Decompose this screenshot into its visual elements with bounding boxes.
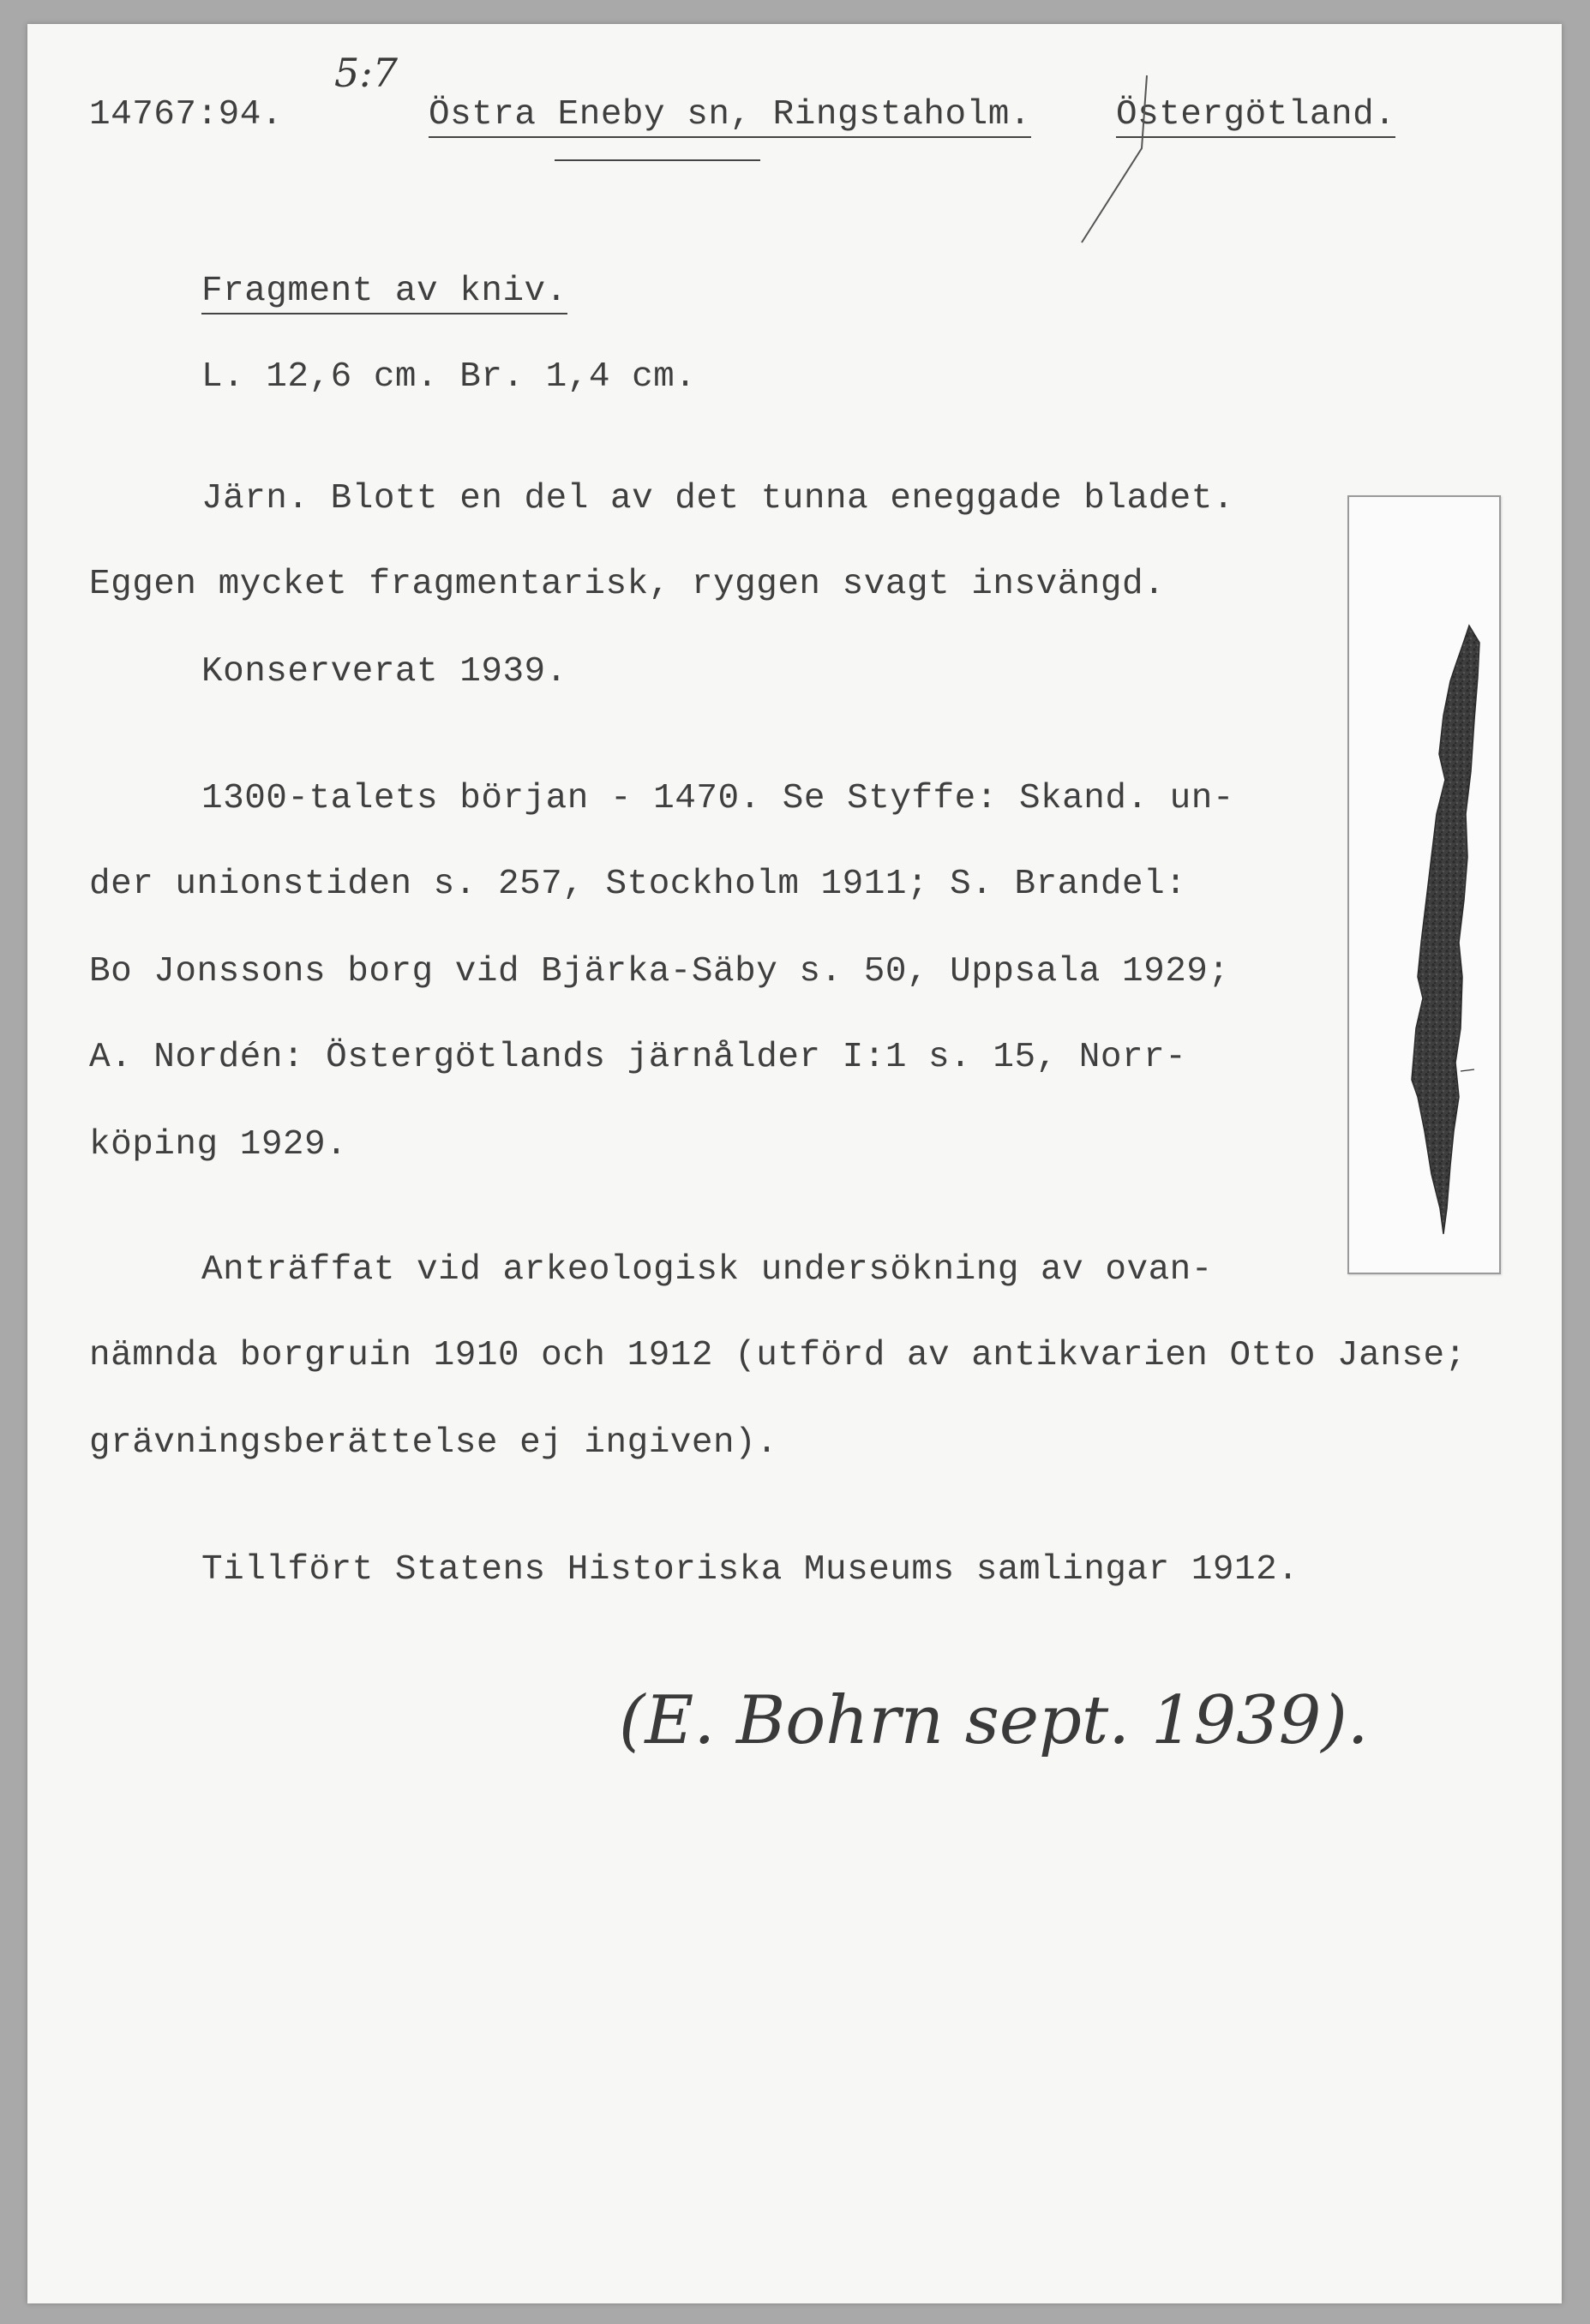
handwritten-code: 5:7 [334, 50, 399, 96]
location-text: Östra Eneby sn, Ringstaholm. [429, 95, 1031, 138]
dating-line-2: der unionstiden s. 257, Stockholm 1911; S. Brandel: [89, 865, 1187, 904]
knife-fragment-image [1349, 497, 1499, 1273]
find-line-3: grävningsberättelse ej ingiven). [89, 1423, 778, 1463]
pen-stroke-mark [1047, 71, 1150, 251]
dating-line-3: Bo Jonssons borg vid Bjärka-Säby s. 50, Uppsala 1929; [89, 952, 1230, 991]
acquisition-line: Tillfört Statens Historiska Museums samlingar 1912. [201, 1550, 1299, 1590]
find-line-2: nämnda borgruin 1910 och 1912 (utförd av antikvarien Otto Janse; [89, 1336, 1467, 1375]
artifact-photo [1347, 495, 1501, 1274]
item-title [201, 271, 567, 312]
location-header [429, 94, 1031, 135]
handwritten-signature: (E. Bohrn sept. 1939). [619, 1682, 1369, 1759]
dating-line-1: 1300-talets början - 1470. Se Styffe: Skand. un- [201, 779, 1234, 818]
catalog-card [27, 24, 1562, 2303]
description-line-1: Järn. Blott en del av det tunna eneggade bladet. [201, 479, 1234, 518]
find-line-1: Anträffat vid arkeologisk undersökning av ovan- [201, 1250, 1213, 1290]
region-header [1116, 94, 1395, 135]
item-title-text: Fragment av kniv. [201, 272, 567, 314]
dating-line-4: A. Nordén: Östergötlands järnålder I:1 s. 15, Norr- [89, 1038, 1187, 1077]
region-text: Östergötland. [1116, 95, 1395, 138]
dating-line-5: köping 1929. [89, 1125, 348, 1165]
location-underline-mark [555, 159, 760, 161]
description-line-2: Eggen mycket fragmentarisk, ryggen svagt insvängd. [89, 565, 1166, 604]
catalog-number: 14767:94. [89, 95, 283, 135]
description-line-3: Konserverat 1939. [201, 652, 567, 692]
item-dimensions: L. 12,6 cm. Br. 1,4 cm. [201, 357, 697, 397]
